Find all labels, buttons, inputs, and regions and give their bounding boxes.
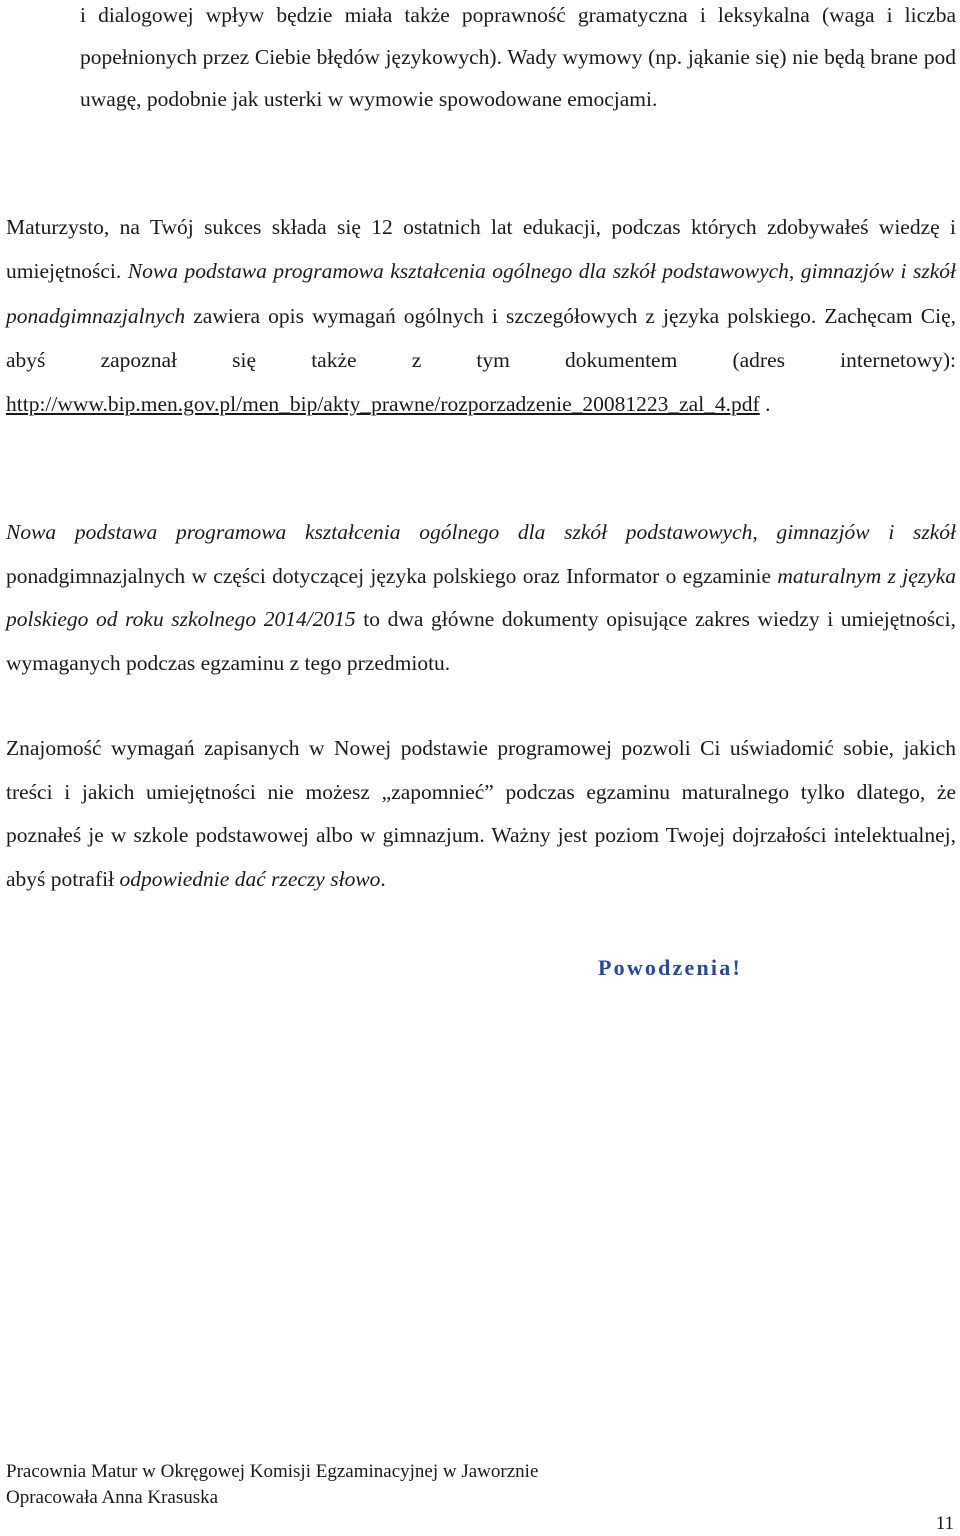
paragraph-4-part-1: Znajomość wymagań zapisanych w Nowej podstawie programowej pozwoli Ci uświadomić sobie, jakich treści i jakich umiejętności nie możesz „zapomnieć” podczas egzaminu maturalnego tylko dlatego, że poznałeś je w szkole podstawowej albo w gimnazjum. Ważny jest poziom Twojej dojrzałości intelektualnej, abyś potrafił [6,736,956,891]
paragraph-1-text: i dialogowej wpływ będzie miała także poprawność gramatyczna i leksykalna (waga i liczba popełnionych przez Ciebie błędów językowych). Wady wymowy (np. jąkanie się) nie będą brane pod uwagę, podobnie jak usterki w wymowie spowodowane emocjami. [80,3,956,111]
paragraph-2-after-link: . [759,392,771,417]
page-number: 11 [935,1513,954,1534]
paragraph-3-part-4: to dwa główne dokumenty opisujące zakres wiedzy i umiejętności, wymaganych podczas egzaminu z tego przedmiotu. [6,607,957,675]
paragraph-3-italic-informator: maturalnym z języka polskiego od roku szkolnego 2014/2015 [6,563,956,631]
footer-institution: Pracownia Matur w Okręgowej Komisji Egzaminacyjnej w Jaworznie [6,1461,539,1482]
paragraph-4-italic-quote: odpowiednie dać rzeczy słowo [119,866,381,891]
footer-author: Opracowała Anna Krasuska [6,1487,219,1508]
paragraph-intellectual-maturity [6,727,956,901]
greeting-text: Powodzenia! [598,955,742,980]
paragraph-2-part-3: zawiera opis wymagań ogólnych i szczegółowych z języka polskiego. Zachęcam Cię, abyś zapoznał się także z tym dokumentem (adres internetowy): [6,303,956,372]
paragraph-exam-grammar [80,0,956,120]
paragraph-main-documents [6,511,956,685]
paragraph-3-italic-title: Nowa podstawa programowa kształcenia ogólnego dla szkół podstawowych, gimnazjów i szkół [6,520,956,544]
paragraph-2-part-1: Maturzysto, na Twój sukces składa się 12 ostatnich lat edukacji, podczas których zdobywałeś wiedzę i umiejętności. [6,215,956,284]
paragraph-core-curriculum [6,205,956,426]
paragraph-2-italic-title: Nowa podstawa programowa kształcenia ogólnego dla szkół podstawowych, gimnazjów i szkół ponadgimnazjalnych [6,259,956,328]
curriculum-document-link[interactable]: http://www.bip.men.gov.pl/men_bip/akty_prawne/rozporzadzenie_20081223_zal_4.pdf [6,392,760,417]
paragraph-4-part-3: . [380,866,386,891]
paragraph-3-part-2: ponadgimnazjalnych w części dotyczącej języka polskiego oraz Informator o egzaminie [6,563,778,588]
